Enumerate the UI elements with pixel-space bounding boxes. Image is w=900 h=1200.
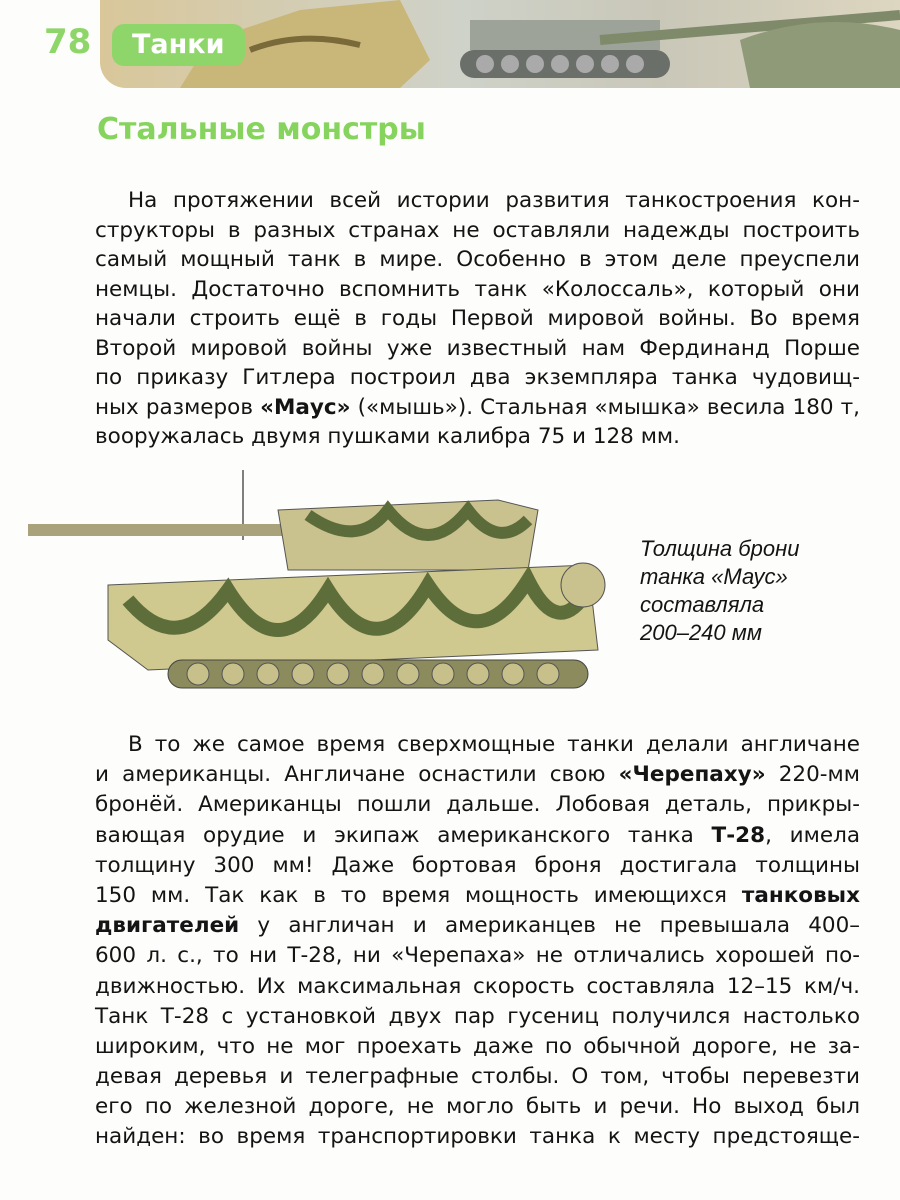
text-segment: девая деревья и телеграфные столбы. О том, чтобы перевезти — [95, 1064, 860, 1090]
text-line — [95, 363, 860, 393]
text-segment: 220-мм — [765, 762, 860, 788]
text-line — [95, 760, 860, 790]
caption-line: Толщина брони — [640, 536, 800, 561]
text-line — [95, 1062, 860, 1092]
text-segment: широким, что не мог проехать даже по обычной дороге, не за- — [95, 1033, 860, 1059]
text-segment: На протяжении всей истории развития танкостроения кон- — [128, 188, 860, 213]
text-line — [95, 275, 860, 305]
bold-term: «Черепаху» — [618, 762, 766, 788]
caption-line: 200–240 мм — [640, 620, 762, 645]
text-segment: 150 мм. Так как в то время мощность имеющихся — [95, 882, 742, 908]
text-segment: толщину 300 мм! Даже бортовая броня достигала толщины — [95, 852, 860, 878]
section-label: Танки — [112, 24, 245, 66]
text-line — [95, 972, 860, 1002]
text-line — [95, 422, 860, 452]
text-segment: Второй мировой войны уже известный нам Фердинанд Порше — [95, 335, 860, 361]
text-line — [95, 1002, 860, 1032]
text-segment: движностью. Их максимальная скорость составляла 12–15 км/ч. — [95, 973, 860, 999]
text-line — [95, 790, 860, 820]
text-segment: его по железной дороге, не могло быть и речи. Но выход был — [95, 1094, 860, 1120]
text-segment: начали строить ещё в годы Первой мировой войны. Во время — [95, 306, 860, 331]
text-line — [95, 186, 860, 216]
text-segment: самый мощный танк в мире. Особенно в этом деле преуспели — [95, 247, 860, 272]
text-line — [95, 851, 860, 881]
text-line — [95, 245, 860, 275]
text-line — [95, 911, 860, 941]
maus-tank-illustration — [28, 470, 628, 710]
text-line — [95, 1092, 860, 1122]
text-line — [95, 1032, 860, 1062]
text-line — [95, 730, 860, 760]
caption-line: составляла — [640, 592, 765, 617]
text-line — [95, 216, 860, 246]
paragraph-1 — [95, 186, 860, 452]
illustration-caption — [640, 535, 799, 647]
text-line — [95, 304, 860, 334]
text-line — [95, 334, 860, 364]
text-segment: ных размеров — [95, 394, 261, 420]
text-segment: по приказу Гитлера построил два экземпляра танка чудовищ- — [95, 365, 860, 390]
text-segment: и американцы. Англичане оснастили свою — [95, 762, 619, 788]
text-line — [95, 1122, 860, 1152]
text-segment: вающая орудие и экипаж американского танка — [95, 822, 712, 848]
text-line — [95, 393, 860, 423]
bold-term: двигателей — [95, 913, 240, 939]
text-segment: 600 л. с., то ни Т-28, ни «Черепаха» не отличались хорошей по- — [95, 943, 860, 969]
text-line — [95, 941, 860, 971]
bold-term: «Маус» — [260, 394, 351, 420]
text-segment: структоры в разных странах не оставляли надежды построить — [95, 217, 860, 243]
text-segment: , имела — [765, 822, 860, 848]
text-segment: Танк Т-28 с установкой двух пар гусениц получился настолько — [95, 1003, 860, 1029]
text-line — [95, 821, 860, 851]
text-segment: немцы. Достаточно вспомнить танк «Колоссаль», который они — [95, 276, 860, 302]
text-segment: найден: во время транспортировки танка к месту предстояще- — [95, 1124, 860, 1150]
chapter-title: Стальные монстры — [97, 112, 426, 147]
text-segment: у англичан и американцев не превышала 400– — [239, 913, 860, 939]
bold-term: танковых — [741, 882, 860, 908]
caption-line: танка «Маус» — [640, 564, 788, 589]
page-number: 78 — [44, 22, 92, 62]
text-segment: («мышь»). Стальная «мышка» весила 180 т, — [350, 394, 860, 420]
paragraph-2 — [95, 730, 860, 1153]
text-segment: вооружалась двумя пушками калибра 75 и 128 мм. — [95, 424, 680, 449]
text-line — [95, 881, 860, 911]
text-segment: бронёй. Американцы пошли дальше. Лобовая деталь, прикры- — [95, 792, 860, 818]
text-segment: В то же самое время сверхмощные танки делали англичане — [128, 732, 860, 757]
bold-term: Т-28 — [711, 822, 766, 848]
